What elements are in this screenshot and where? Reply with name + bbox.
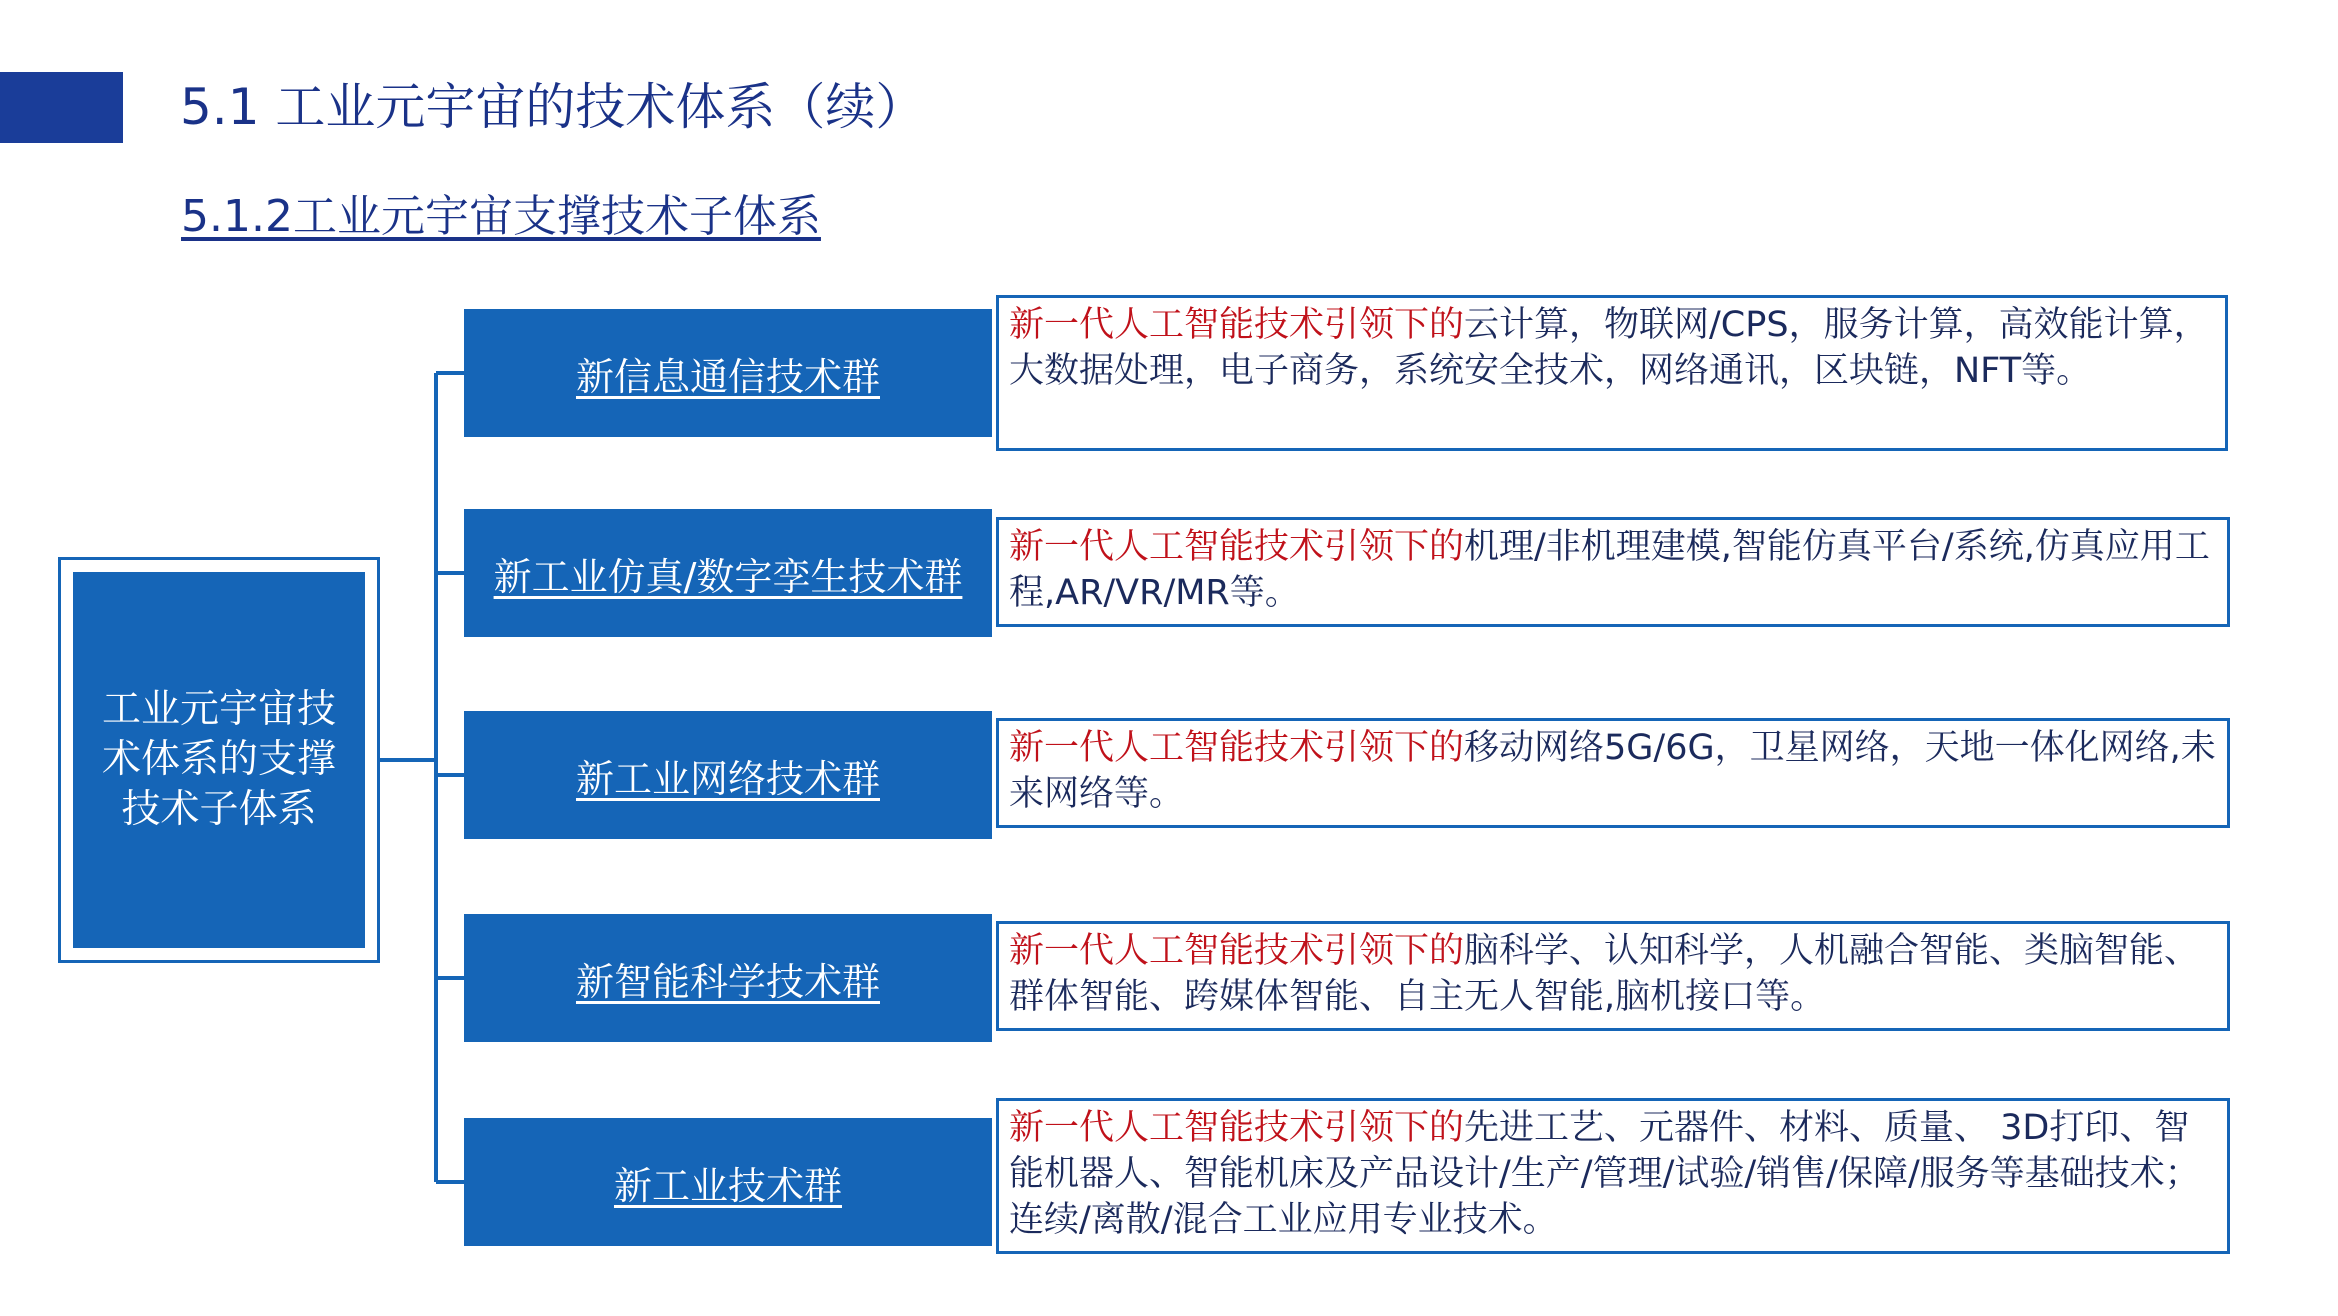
branch-simulation-digital-twin: 新工业仿真/数字孪生技术群 — [464, 509, 992, 637]
branch-intelligent-science: 新智能科学技术群 — [464, 914, 992, 1042]
branch-info-comm-description — [996, 295, 2228, 451]
description-highlight: 新一代人工智能技术引领下的 — [1009, 305, 1465, 345]
branch-info-comm: 新信息通信技术群 — [464, 309, 992, 437]
root-node — [73, 572, 365, 948]
description-text: 云计算，物联网/CPS，服务计算，高效能计算，大数据处理，电子商务，系统安全技术，网络通讯，区块链，NFT等。 — [1009, 305, 2209, 391]
description-highlight: 新一代人工智能技术引领下的 — [1009, 527, 1465, 567]
branch-industrial-tech-description — [996, 1098, 2230, 1254]
branch-industrial-network-description — [996, 718, 2230, 828]
branch-industrial-tech: 新工业技术群 — [464, 1118, 992, 1246]
page-subtitle: 5.1.2工业元宇宙支撑技术子体系 — [181, 191, 821, 242]
branch-simulation-description — [996, 517, 2230, 627]
description-text: 先进工艺、元器件、材料、质量、 3D打印、智能机器人、智能机床及产品设计/生产/管理/试验/销售/保障/服务等基础技术；连续/离散/混合工业应用专业技术。 — [1009, 1108, 2200, 1240]
branch-industrial-network: 新工业网络技术群 — [464, 711, 992, 839]
description-text: 脑科学、认知科学，人机融合智能、类脑智能、群体智能、跨媒体智能、自主无人智能,脑机接口等。 — [1009, 931, 2200, 1017]
description-text: 移动网络5G/6G，卫星网络，天地一体化网络,未来网络等。 — [1009, 728, 2216, 814]
branch-intelligent-science-description — [996, 921, 2230, 1031]
root-node-label: 工业元宇宙技术体系的支撑技术子体系 — [101, 687, 336, 832]
description-highlight: 新一代人工智能技术引领下的 — [1009, 1108, 1465, 1148]
description-highlight: 新一代人工智能技术引领下的 — [1009, 931, 1465, 971]
description-highlight: 新一代人工智能技术引领下的 — [1009, 728, 1465, 768]
page-title: 5.1 工业元宇宙的技术体系（续） — [180, 78, 926, 136]
description-text: 机理/非机理建模,智能仿真平台/系统,仿真应用工程,AR/VR/MR等。 — [1009, 527, 2210, 613]
root-node-frame — [58, 557, 380, 963]
